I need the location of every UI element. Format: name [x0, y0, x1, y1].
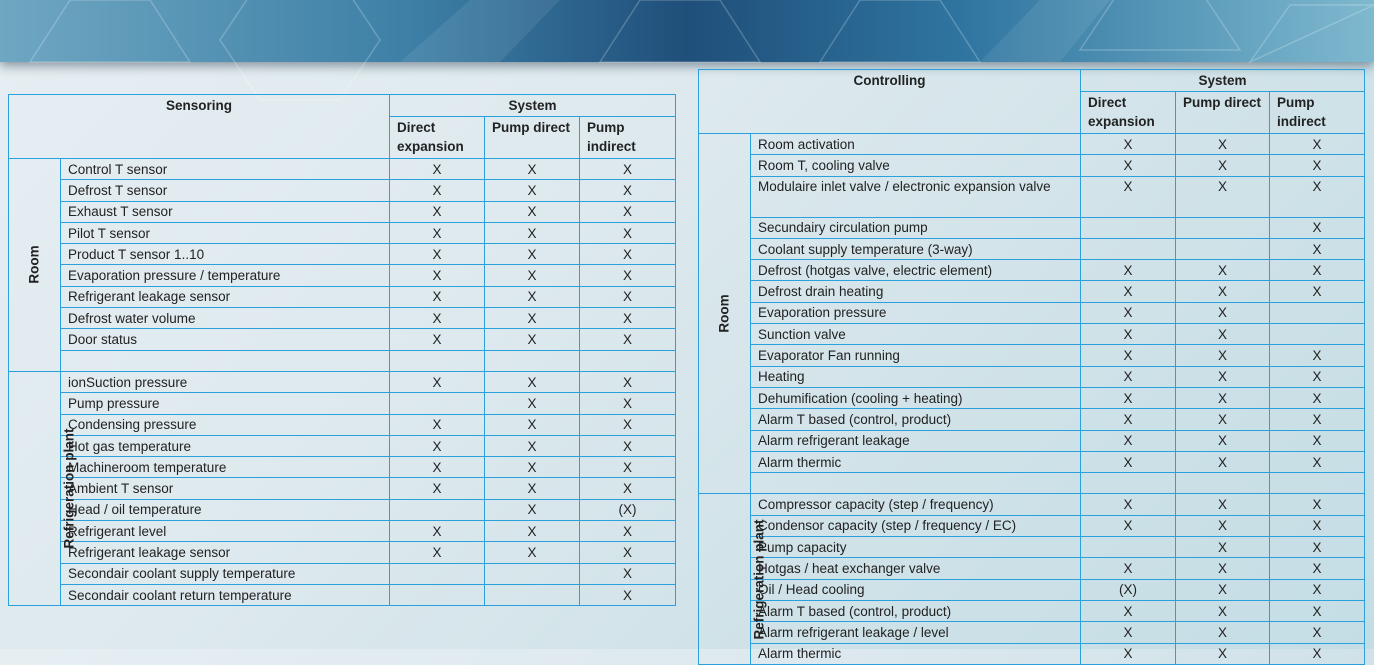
- row-label: Condensing pressure: [61, 414, 390, 435]
- controlling-group-label: [699, 494, 767, 664]
- cell-value: X: [580, 435, 676, 456]
- cell-value: X: [580, 563, 676, 584]
- cell-value: X: [485, 222, 580, 243]
- cell-value: X: [485, 201, 580, 222]
- cell-value: X: [1270, 217, 1365, 238]
- cell-value: X: [1270, 260, 1365, 281]
- cell-value: X: [580, 244, 676, 265]
- table-row: [9, 265, 676, 286]
- cell-value: X: [580, 329, 676, 350]
- cell-value: X: [390, 371, 485, 392]
- table-row: [9, 478, 676, 499]
- sensoring-group-label: [9, 371, 77, 605]
- row-label: Product T sensor 1..10: [61, 244, 390, 265]
- cell-value: X: [1176, 176, 1270, 217]
- cell-value: X: [1081, 622, 1176, 643]
- table-row: [9, 435, 676, 456]
- table-row: [9, 414, 676, 435]
- cell-value: X: [1081, 134, 1176, 155]
- cell-value: X: [1270, 622, 1365, 643]
- group-label-text: Refrigeration plant: [751, 519, 767, 640]
- table-row: [9, 457, 676, 478]
- cell-value: X: [390, 457, 485, 478]
- table-row: [699, 579, 1365, 600]
- cell-value: X: [1176, 366, 1270, 387]
- cell-value: [485, 350, 580, 371]
- cell-value: X: [1081, 366, 1176, 387]
- cell-value: X: [1081, 387, 1176, 408]
- controlling-column-header: Pump indirect: [1270, 92, 1365, 134]
- cell-value: X: [485, 286, 580, 307]
- cell-value: [1081, 217, 1176, 238]
- row-label: Defrost T sensor: [61, 180, 390, 201]
- controlling-group-label: [699, 134, 751, 494]
- cell-value: X: [390, 435, 485, 456]
- cell-value: [1081, 238, 1176, 259]
- sensoring-system-heading: System: [390, 95, 676, 117]
- cell-value: X: [390, 308, 485, 329]
- cell-value: X: [485, 435, 580, 456]
- table-row: [9, 393, 676, 414]
- cell-value: X: [485, 159, 580, 180]
- controlling-table: [698, 69, 1365, 665]
- table-row: [9, 308, 676, 329]
- table-row: [9, 329, 676, 350]
- table-row: [9, 521, 676, 542]
- cell-value: [485, 563, 580, 584]
- row-label: Machineroom temperature: [61, 457, 390, 478]
- cell-value: X: [1081, 494, 1176, 515]
- table-row: [699, 281, 1365, 302]
- cell-value: X: [485, 329, 580, 350]
- cell-value: X: [1270, 387, 1365, 408]
- cell-value: X: [580, 308, 676, 329]
- cell-value: X: [580, 584, 676, 605]
- row-label: Refrigerant leakage sensor: [61, 542, 390, 563]
- row-label: Defrost (hotgas valve, electric element): [751, 260, 1081, 281]
- controlling-system-heading: System: [1081, 70, 1365, 92]
- controlling-column-header: Direct expansion: [1081, 92, 1176, 134]
- cell-value: [485, 584, 580, 605]
- cell-value: X: [390, 180, 485, 201]
- cell-value: X: [390, 222, 485, 243]
- row-label: Secondair coolant return temperature: [61, 584, 390, 605]
- row-label: Alarm thermic: [751, 643, 1081, 664]
- cell-value: [1081, 537, 1176, 558]
- row-label: Pump capacity: [751, 537, 1081, 558]
- cell-value: X: [1176, 302, 1270, 323]
- cell-value: X: [485, 265, 580, 286]
- row-label: Alarm T based (control, product): [751, 600, 1081, 621]
- row-label: Head / oil temperature: [61, 499, 390, 520]
- cell-value: X: [580, 180, 676, 201]
- cell-value: X: [485, 180, 580, 201]
- cell-value: X: [485, 457, 580, 478]
- cell-value: [1081, 473, 1176, 494]
- row-label: Condensor capacity (step / frequency / EC): [751, 515, 1081, 536]
- cell-value: (X): [580, 499, 676, 520]
- controlling-heading: Controlling: [699, 70, 1081, 134]
- table-row: [699, 537, 1365, 558]
- cell-value: X: [1270, 155, 1365, 176]
- cell-value: X: [1270, 643, 1365, 664]
- cell-value: X: [1081, 451, 1176, 472]
- table-row: [699, 409, 1365, 430]
- cell-value: X: [1176, 600, 1270, 621]
- table-row: [699, 324, 1365, 345]
- cell-value: X: [1176, 579, 1270, 600]
- row-label: Pilot T sensor: [61, 222, 390, 243]
- cell-value: X: [1176, 430, 1270, 451]
- group-label-text: Room: [27, 245, 42, 285]
- table-row: [699, 260, 1365, 281]
- cell-value: X: [1081, 409, 1176, 430]
- cell-value: (X): [1081, 579, 1176, 600]
- table-row: [699, 176, 1365, 217]
- cell-value: X: [1081, 324, 1176, 345]
- cell-value: X: [1270, 238, 1365, 259]
- table-row: [9, 350, 676, 371]
- cell-value: X: [1081, 260, 1176, 281]
- row-label: Alarm thermic: [751, 451, 1081, 472]
- cell-value: X: [1176, 622, 1270, 643]
- cell-value: X: [1176, 451, 1270, 472]
- cell-value: X: [580, 159, 676, 180]
- row-label: Room activation: [751, 134, 1081, 155]
- table-row: [699, 217, 1365, 238]
- row-label: Room T, cooling valve: [751, 155, 1081, 176]
- cell-value: X: [580, 414, 676, 435]
- sensoring-group-label: [9, 159, 61, 372]
- cell-value: X: [485, 393, 580, 414]
- cell-value: [1270, 473, 1365, 494]
- cell-value: X: [1270, 281, 1365, 302]
- banner-hexagon-pattern: [0, 0, 1374, 62]
- cell-value: X: [1176, 643, 1270, 664]
- cell-value: X: [580, 457, 676, 478]
- row-label: Hotgas / heat exchanger valve: [751, 558, 1081, 579]
- cell-value: [390, 350, 485, 371]
- table-row: [699, 643, 1365, 664]
- cell-value: X: [1081, 643, 1176, 664]
- sensoring-column-header: Direct expansion: [390, 117, 485, 159]
- cell-value: X: [1270, 494, 1365, 515]
- cell-value: X: [580, 371, 676, 392]
- cell-value: X: [1270, 345, 1365, 366]
- cell-value: X: [390, 201, 485, 222]
- cell-value: X: [1270, 409, 1365, 430]
- cell-value: X: [1176, 537, 1270, 558]
- group-label-text: Refrigeration plant: [61, 428, 77, 549]
- cell-value: X: [1081, 302, 1176, 323]
- row-label: Evaporator Fan running: [751, 345, 1081, 366]
- cell-value: X: [1176, 134, 1270, 155]
- cell-value: X: [580, 201, 676, 222]
- cell-value: [390, 393, 485, 414]
- sensoring-table: [8, 94, 676, 606]
- row-label: Pump pressure: [61, 393, 390, 414]
- cell-value: X: [1270, 430, 1365, 451]
- cell-value: X: [1176, 387, 1270, 408]
- cell-value: X: [1081, 515, 1176, 536]
- cell-value: X: [390, 286, 485, 307]
- cell-value: X: [1270, 515, 1365, 536]
- cell-value: X: [580, 222, 676, 243]
- row-label: Exhaust T sensor: [61, 201, 390, 222]
- cell-value: X: [1081, 176, 1176, 217]
- cell-value: [1176, 238, 1270, 259]
- row-label: Secundairy circulation pump: [751, 217, 1081, 238]
- cell-value: X: [1081, 345, 1176, 366]
- row-label: ionSuction pressure: [61, 371, 390, 392]
- cell-value: X: [1270, 579, 1365, 600]
- cell-value: X: [485, 499, 580, 520]
- cell-value: X: [580, 286, 676, 307]
- row-label: [61, 350, 390, 371]
- cell-value: [390, 499, 485, 520]
- table-row: [9, 584, 676, 605]
- table-row: [699, 366, 1365, 387]
- sensoring-column-header: Pump indirect: [580, 117, 676, 159]
- row-label: Refrigerant leakage sensor: [61, 286, 390, 307]
- row-label: Defrost drain heating: [751, 281, 1081, 302]
- cell-value: X: [485, 521, 580, 542]
- cell-value: X: [1081, 558, 1176, 579]
- cell-value: X: [485, 542, 580, 563]
- cell-value: X: [580, 478, 676, 499]
- cell-value: X: [1176, 345, 1270, 366]
- cell-value: X: [1176, 409, 1270, 430]
- row-label: Refrigerant level: [61, 521, 390, 542]
- cell-value: X: [485, 414, 580, 435]
- cell-value: X: [390, 329, 485, 350]
- cell-value: X: [1270, 134, 1365, 155]
- table-row: [9, 286, 676, 307]
- cell-value: [1176, 217, 1270, 238]
- table-row: [9, 159, 676, 180]
- cell-value: [580, 350, 676, 371]
- table-row: [699, 451, 1365, 472]
- sensoring-heading: Sensoring: [9, 95, 390, 159]
- table-row: [699, 345, 1365, 366]
- row-label: Oil / Head cooling: [751, 579, 1081, 600]
- cell-value: X: [1270, 366, 1365, 387]
- cell-value: X: [1081, 430, 1176, 451]
- cell-value: [390, 584, 485, 605]
- row-label: Evaporation pressure: [751, 302, 1081, 323]
- cell-value: X: [580, 521, 676, 542]
- cell-value: X: [1176, 494, 1270, 515]
- table-row: [699, 134, 1365, 155]
- table-row: [699, 600, 1365, 621]
- cell-value: X: [390, 542, 485, 563]
- controlling-column-header: Pump direct: [1176, 92, 1270, 134]
- cell-value: X: [390, 521, 485, 542]
- cell-value: X: [1176, 260, 1270, 281]
- row-label: Compressor capacity (step / frequency): [751, 494, 1081, 515]
- table-row: [699, 558, 1365, 579]
- cell-value: X: [390, 478, 485, 499]
- table-row: [9, 563, 676, 584]
- cell-value: [1270, 324, 1365, 345]
- row-label: Dehumification (cooling + heating): [751, 387, 1081, 408]
- cell-value: X: [1176, 515, 1270, 536]
- cell-value: X: [390, 414, 485, 435]
- cell-value: X: [1081, 281, 1176, 302]
- row-label: [751, 473, 1081, 494]
- cell-value: X: [485, 371, 580, 392]
- cell-value: X: [1176, 558, 1270, 579]
- row-label: Door status: [61, 329, 390, 350]
- table-row: [699, 473, 1365, 494]
- cell-value: [1176, 473, 1270, 494]
- table-row: [9, 180, 676, 201]
- row-label: Ambient T sensor: [61, 478, 390, 499]
- table-row: [699, 515, 1365, 536]
- cell-value: X: [1270, 537, 1365, 558]
- row-label: Alarm refrigerant leakage: [751, 430, 1081, 451]
- group-label-text: Room: [717, 294, 732, 333]
- row-label: Coolant supply temperature (3-way): [751, 238, 1081, 259]
- table-row: [9, 371, 676, 392]
- row-label: Hot gas temperature: [61, 435, 390, 456]
- sensoring-column-header: Pump direct: [485, 117, 580, 159]
- table-row: [699, 302, 1365, 323]
- table-row: [9, 499, 676, 520]
- cell-value: X: [390, 244, 485, 265]
- cell-value: X: [485, 478, 580, 499]
- cell-value: X: [1270, 600, 1365, 621]
- table-row: [699, 238, 1365, 259]
- cell-value: [1270, 302, 1365, 323]
- table-row: [699, 155, 1365, 176]
- cell-value: X: [1081, 155, 1176, 176]
- cell-value: X: [1270, 176, 1365, 217]
- cell-value: X: [485, 308, 580, 329]
- table-row: [9, 542, 676, 563]
- cell-value: X: [1176, 324, 1270, 345]
- row-label: Heating: [751, 366, 1081, 387]
- cell-value: X: [1270, 558, 1365, 579]
- row-label: Modulaire inlet valve / electronic expansion valve: [751, 176, 1081, 217]
- cell-value: X: [1081, 600, 1176, 621]
- row-label: Secondair coolant supply temperature: [61, 563, 390, 584]
- cell-value: X: [390, 159, 485, 180]
- row-label: Alarm T based (control, product): [751, 409, 1081, 430]
- table-row: [699, 430, 1365, 451]
- table-row: [699, 622, 1365, 643]
- cell-value: X: [485, 244, 580, 265]
- table-row: [699, 494, 1365, 515]
- cell-value: X: [580, 542, 676, 563]
- header-banner: [0, 0, 1374, 62]
- cell-value: X: [1176, 281, 1270, 302]
- cell-value: [390, 563, 485, 584]
- cell-value: X: [1270, 451, 1365, 472]
- table-row: [9, 244, 676, 265]
- table-row: [9, 222, 676, 243]
- cell-value: X: [390, 265, 485, 286]
- row-label: Control T sensor: [61, 159, 390, 180]
- row-label: Sunction valve: [751, 324, 1081, 345]
- row-label: Alarm refrigerant leakage / level: [751, 622, 1081, 643]
- row-label: Evaporation pressure / temperature: [61, 265, 390, 286]
- table-row: [9, 201, 676, 222]
- row-label: Defrost water volume: [61, 308, 390, 329]
- table-row: [699, 387, 1365, 408]
- cell-value: X: [580, 393, 676, 414]
- cell-value: X: [1176, 155, 1270, 176]
- cell-value: X: [580, 265, 676, 286]
